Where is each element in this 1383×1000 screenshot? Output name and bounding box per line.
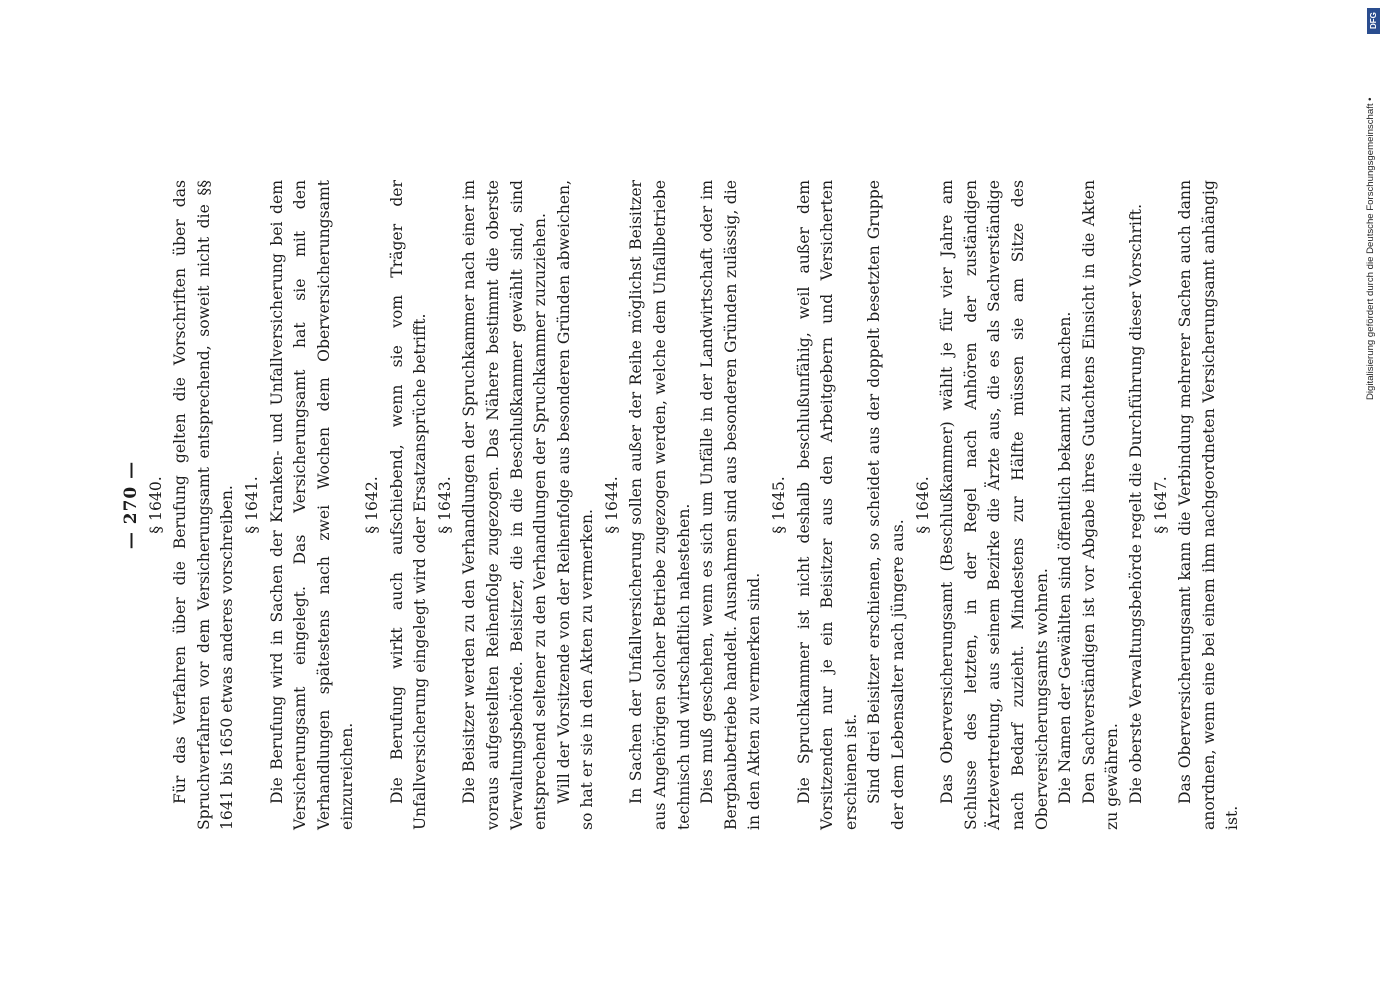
section-heading: § 1646. (913, 476, 932, 534)
section-heading: § 1641. (242, 476, 261, 534)
section-paragraph: Sind drei Beisitzer erschienen, so scheidet aus der doppelt besetzten Gruppe der dem Lebensalter nach jüngere aus. (865, 180, 907, 830)
section-paragraph: Das Oberversicherungsamt kann die Verbindung mehrerer Sachen auch dann anordnen, wenn eine bei einem ihm nachgeordneten Versicherungsamt anhängig ist. (1176, 180, 1242, 830)
section-paragraph: Will der Vorsitzende von der Reihenfolge aus besonderen Gründen abweichen, so hat er sie in den Akten zu vermerken. (554, 180, 597, 830)
dfg-logo: DFG (1367, 8, 1380, 34)
section-paragraph: Das Oberversicherungsamt (Beschlußkammer) wählt je für vier Jahre am Schlusse des letzten, in der Regel nach Anhören der zuständigen Ärztevertretung, aus seinem Bezirke die Ärzte aus, die es als Sachverständige nach Bedarf zuzieht. Mindestens zur Hälfte müssen sie am Sitze des Oberversicherungsamts wohnen. (938, 180, 1051, 830)
section-heading: § 1645. (770, 476, 789, 534)
section-paragraph: Die Berufung wirkt auch aufschiebend, wenn sie vom Träger der Unfallversicherung eingelegt wird oder Ersatzansprüche betrifft. (387, 180, 430, 830)
section-heading: § 1640. (146, 476, 165, 534)
section-heading: § 1642. (362, 476, 381, 534)
section-paragraph: Die oberste Verwaltungsbehörde regelt die Durchführung dieser Vorschrift. (1126, 203, 1145, 804)
section-paragraph: Die Berufung wird in Sachen der Kranken- und Unfallversicherung bei dem Versicherungsamt eingelegt. Das Versicherungsamt hat sie mit den Verhandlungen spätestens nach zwei Wochen dem Oberversicherungsamt einzureichen. (267, 180, 357, 830)
section-paragraph: In Sachen der Unfallversicherung sollen außer der Reihe möglichst Beisitzer aus Angehörigen solcher Betriebe zugezogen werden, welche dem Unfallbetriebe technisch und wirtschaftlich nahestehen. (627, 180, 693, 830)
section-paragraph: Den Sachverständigen ist vor Abgabe ihres Gutachtens Einsicht in die Akten zu gewähren. (1079, 180, 1122, 830)
section-paragraph: Die Beisitzer werden zu den Verhandlungen der Spruchkammer nach einer im voraus aufgestellten Reihenfolge zugezogen. Das Nähere bestimmt die oberste Verwaltungsbehörde. Beisitzer, die in die Beschlußkammer gewählt sind, sind entsprechend seltener zu den Verhandlungen der Spruchkammer zuzuziehen. (460, 180, 550, 830)
section-paragraph: Die Spruchkammer ist nicht deshalb beschlußunfähig, weil außer dem Vorsitzenden nur je ein Beisitzer aus den Arbeitgebern und Versicherten erschienen ist. (794, 180, 860, 830)
page-content (120, 110, 1240, 870)
section-paragraph: Die Namen der Gewählten sind öffentlich bekannt zu machen. (1056, 311, 1075, 804)
funding-note: Digitalisierung gefördert durch die Deutsche Forschungsgemeinschaft • (1365, 97, 1376, 400)
text-column (120, 180, 1245, 830)
funding-footer (1362, 8, 1383, 408)
section-heading: § 1643. (435, 476, 454, 534)
section-heading: § 1647. (1151, 476, 1170, 534)
page-number: — 270 — (121, 460, 141, 550)
section-paragraph: Für das Verfahren über die Berufung gelten die Vorschriften über das Spruchverfahren vor dem Versicherungsamt entsprechend, soweit nicht die §§ 1641 bis 1650 etwas anderes vorschreiben. (171, 180, 237, 830)
section-heading: § 1644. (602, 476, 621, 534)
section-paragraph: Dies muß geschehen, wenn es sich um Unfälle in der Landwirtschaft oder im Bergbaubetriebe handelt. Ausnahmen sind aus besonderen Gründen zulässig, die in den Akten zu vermerken sind. (698, 180, 764, 830)
